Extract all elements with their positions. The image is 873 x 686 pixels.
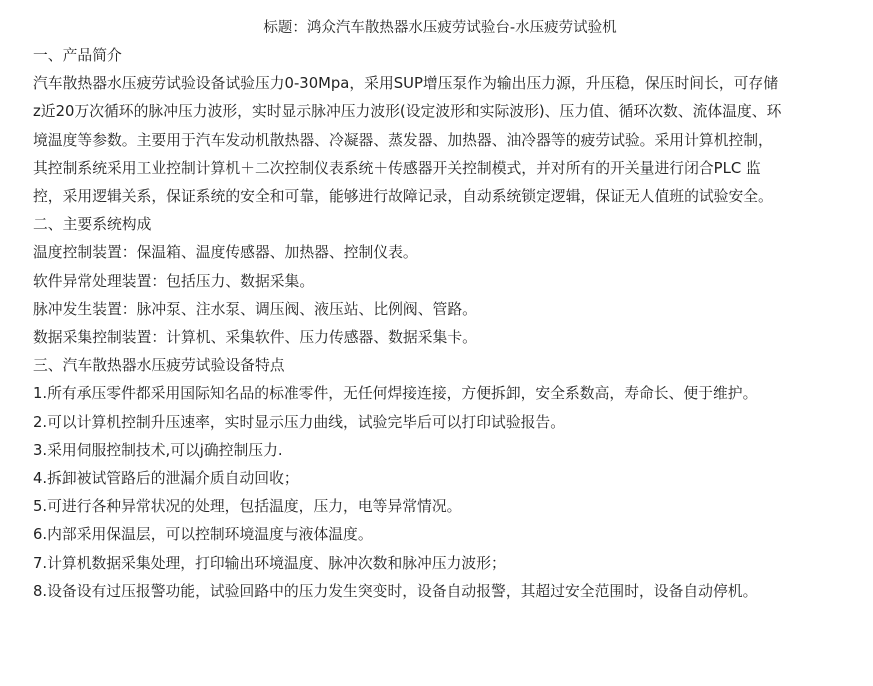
section-heading-intro: 一、产品简介 [33, 47, 122, 64]
article [33, 14, 833, 606]
feature-item-2: 2.可以计算机控制升压速率，实时显示压力曲线，试验完毕后可以打印试验报告。 [33, 413, 566, 431]
feature-item-1: 1.所有承压零件都采用国际知名品的标准零件，无任何焊接连接，方便拆卸，安全系数高，寿命长、便于维护。 [33, 385, 758, 403]
feature-item-4: 4.拆卸被试管路后的泄漏介质自动回收； [33, 470, 299, 488]
feature-item-5: 5.可进行各种异常状况的处理，包括温度，压力，电等异常情况。 [33, 498, 462, 516]
feature-item-3: 3.采用伺服控制技术,可以j确控制压力. [33, 441, 283, 459]
feature-item-7: 7.计算机数据采集处理，打印输出环境温度、脉冲次数和脉冲压力波形； [33, 554, 506, 572]
section-heading-system: 二、主要系统构成 [33, 216, 152, 234]
system-item-temperature: 温度控制装置：保温箱、温度传感器、加热器、控制仪表。 [33, 244, 418, 262]
intro-paragraph: 汽车散热器水压疲劳试验设备试验压力0-30Mpa，采用SUP增压泵作为输出压力源，升压稳，保压时间长，可存储z近20万次循环的脉冲压力波形，实时显示脉冲压力波形(设定波形和实际波形)、压力值、循环次数、流体温度、环境温度等参数。主要用于汽车发动机散热器、冷凝器、蒸发器、加热器、油冷器等的疲劳试验。采用计算机控制，其控制系统采用工业控制计算机＋二次控制仪表系统＋传感器开关控制模式，并对所有的开关量进行闭合PLC 监控，采用逻辑关系，保证系统的安全和可靠，能够进行故障记录，自动系统锁定逻辑，保证无人值班的试验安全。 [33, 75, 782, 206]
system-item-pulse: 脉冲发生装置：脉冲泵、注水泵、调压阀、液压站、比例阀、管路。 [33, 300, 477, 318]
section-heading-features: 三、汽车散热器水压疲劳试验设备特点 [33, 357, 285, 375]
feature-item-6: 6.内部采用保温层，可以控制环境温度与液体温度。 [33, 526, 373, 544]
system-item-data: 数据采集控制装置：计算机、采集软件、压力传感器、数据采集卡。 [33, 329, 477, 347]
page-title: 标题：鸿众汽车散热器水压疲劳试验台-水压疲劳试验机 [263, 20, 617, 36]
feature-item-8: 8.设备设有过压报警功能，试验回路中的压力发生突变时，设备自动报警，其超过安全范围时，设备自动停机。 [33, 582, 758, 600]
system-item-software: 软件异常处理装置：包括压力、数据采集。 [33, 272, 315, 290]
